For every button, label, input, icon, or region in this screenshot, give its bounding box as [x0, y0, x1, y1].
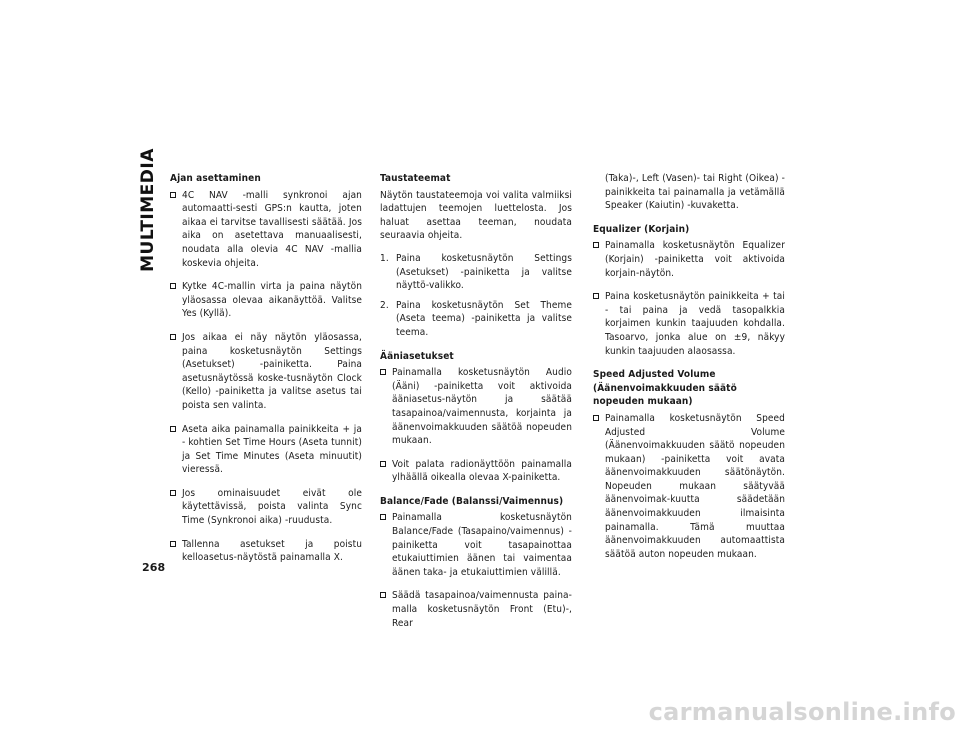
page-number: 268: [142, 561, 166, 574]
time-setting-list: [170, 189, 362, 565]
heading-time-setting: Ajan asettaminen: [170, 173, 261, 184]
checkbox-bullet-icon: [170, 426, 176, 432]
speed-volume-list: [593, 412, 785, 562]
checkbox-bullet-icon: [380, 369, 386, 375]
column-1: [170, 172, 362, 575]
checkbox-bullet-icon: [380, 514, 386, 520]
list-item: Painamalla kosketusnäytön Speed Adjusted Volume (Äänenvoimakkuuden säätö nopeuden mukaan) -painiketta voit avata äänenvoimakkuuden säätönäytön. Nopeuden mukaan säätyvää äänenvoimak-kuutta säädetään äänenvoimakkuuden ilmaisinta painamalla. Tämä muuttaa äänenvoimakkuuden automaattista säätöä auton nopeuden mukaan.: [593, 412, 785, 562]
checkbox-bullet-icon: [170, 334, 176, 340]
list-item: 2. Paina kosketusnäytön Set Theme (Aseta teema) -painiketta ja valitse teema.: [380, 299, 572, 338]
section-tab: [136, 148, 162, 272]
checkbox-bullet-icon: [380, 461, 386, 467]
list-item: Aseta aika painamalla painikkeita + ja - kohtien Set Time Hours (Aseta tunnit) ja Set Time Minutes (Aseta minuutit) vieressä.: [170, 423, 362, 477]
watermark: carmanualsonline.info: [648, 698, 956, 726]
themes-steps: [380, 252, 572, 340]
checkbox-bullet-icon: [170, 283, 176, 289]
checkbox-bullet-icon: [170, 541, 176, 547]
list-item: 4C NAV -malli synkronoi ajan automaatti-sesti GPS:n kautta, joten aikaa ei tarvitse tavallisesti säätää. Jos aika on asetettava manuaalisesti, noudata alla olevia 4C NAV -mallia koskevia ohjeita.: [170, 189, 362, 271]
checkbox-bullet-icon: [380, 592, 386, 598]
list-item: Voit palata radionäyttöön painamalla ylhäällä oikealla olevaa X-painiketta.: [380, 458, 572, 485]
checkbox-bullet-icon: [170, 490, 176, 496]
list-item: 1. Paina kosketusnäytön Settings (Asetukset) -painiketta ja valitse näyttö-valikko.: [380, 252, 572, 292]
list-item: Painamalla kosketusnäytön Balance/Fade (Tasapaino/vaimennus) -painiketta voit tasapainottaa etukaiuttimien äänen tai vaimentaa äänen taka- ja etukaiuttimien välillä.: [380, 511, 572, 579]
list-item: Säädä tasapainoa/vaimennusta paina-malla kosketusnäytön Front (Etu)-, Rear: [380, 589, 572, 630]
column-2: [380, 172, 572, 640]
column-3: [593, 172, 785, 571]
checkbox-bullet-icon: [170, 192, 176, 198]
checkbox-bullet-icon: [593, 415, 599, 421]
balance-list: [380, 511, 572, 630]
section-tab-label: MULTIMEDIA: [138, 148, 159, 272]
heading-themes: Taustateemat: [380, 173, 451, 184]
heading-equalizer: Equalizer (Korjain): [593, 223, 690, 235]
themes-intro: Näytön taustateemoja voi valita valmiiksi ladattujen teemojen luettelosta. Jos haluat asettaa teeman, noudata seuraavia ohjeita.: [380, 189, 572, 242]
list-item: Painamalla kosketusnäytön Audio (Ääni) -painiketta voit aktivoida ääniasetus-näytön ja säätää tasapainoa/vaimennusta, korjainta ja äänenvoimakkuuden säätöä nopeuden mukaan.: [380, 366, 572, 448]
checkbox-bullet-icon: [593, 242, 599, 248]
checkbox-bullet-icon: [593, 293, 599, 299]
continued-text: (Taka)-, Left (Vasen)- tai Right (Oikea) -painikkeita tai painamalla ja vetämällä Speaker (Kaiutin) -kuvaketta.: [605, 173, 785, 212]
heading-balance-fade: Balance/Fade (Balanssi/Vaimennus): [380, 495, 564, 507]
list-item: Jos aikaa ei näy näytön yläosassa, paina kosketusnäytön Settings (Asetukset) -painiketta. Paina asetusnäytössä koske-tusnäytön Clock (Kello) -painiketta ja valitse asetus tai poista sen valinta.: [170, 331, 362, 413]
list-item: Tallenna asetukset ja poistu kelloasetus-näytöstä painamalla X.: [170, 538, 362, 565]
list-item: Paina kosketusnäytön painikkeita + tai - tai paina ja vedä tasopalkkia korjaimen kunkin taajuuden kohdalla. Tasoarvo, jonka alue on ±9, näkyy kunkin taajuuden alaosassa.: [593, 290, 785, 358]
heading-speed-adjusted-volume: Speed Adjusted Volume (Äänenvoimakkuuden säätö nopeuden mukaan): [593, 369, 737, 408]
list-item: Painamalla kosketusnäytön Equalizer (Korjain) -painiketta voit aktivoida korjain-näytön.: [593, 239, 785, 280]
equalizer-list: [593, 239, 785, 358]
audio-list: [380, 366, 572, 485]
list-item: Jos ominaisuudet eivät ole käytettävissä, poista valinta Sync Time (Synkronoi aika) -ruudusta.: [170, 487, 362, 528]
heading-audio-settings: Ääniasetukset: [380, 350, 454, 362]
list-item: Kytke 4C-mallin virta ja paina näytön yläosassa olevaa aikanäyttöä. Valitse Yes (Kyllä).: [170, 280, 362, 321]
